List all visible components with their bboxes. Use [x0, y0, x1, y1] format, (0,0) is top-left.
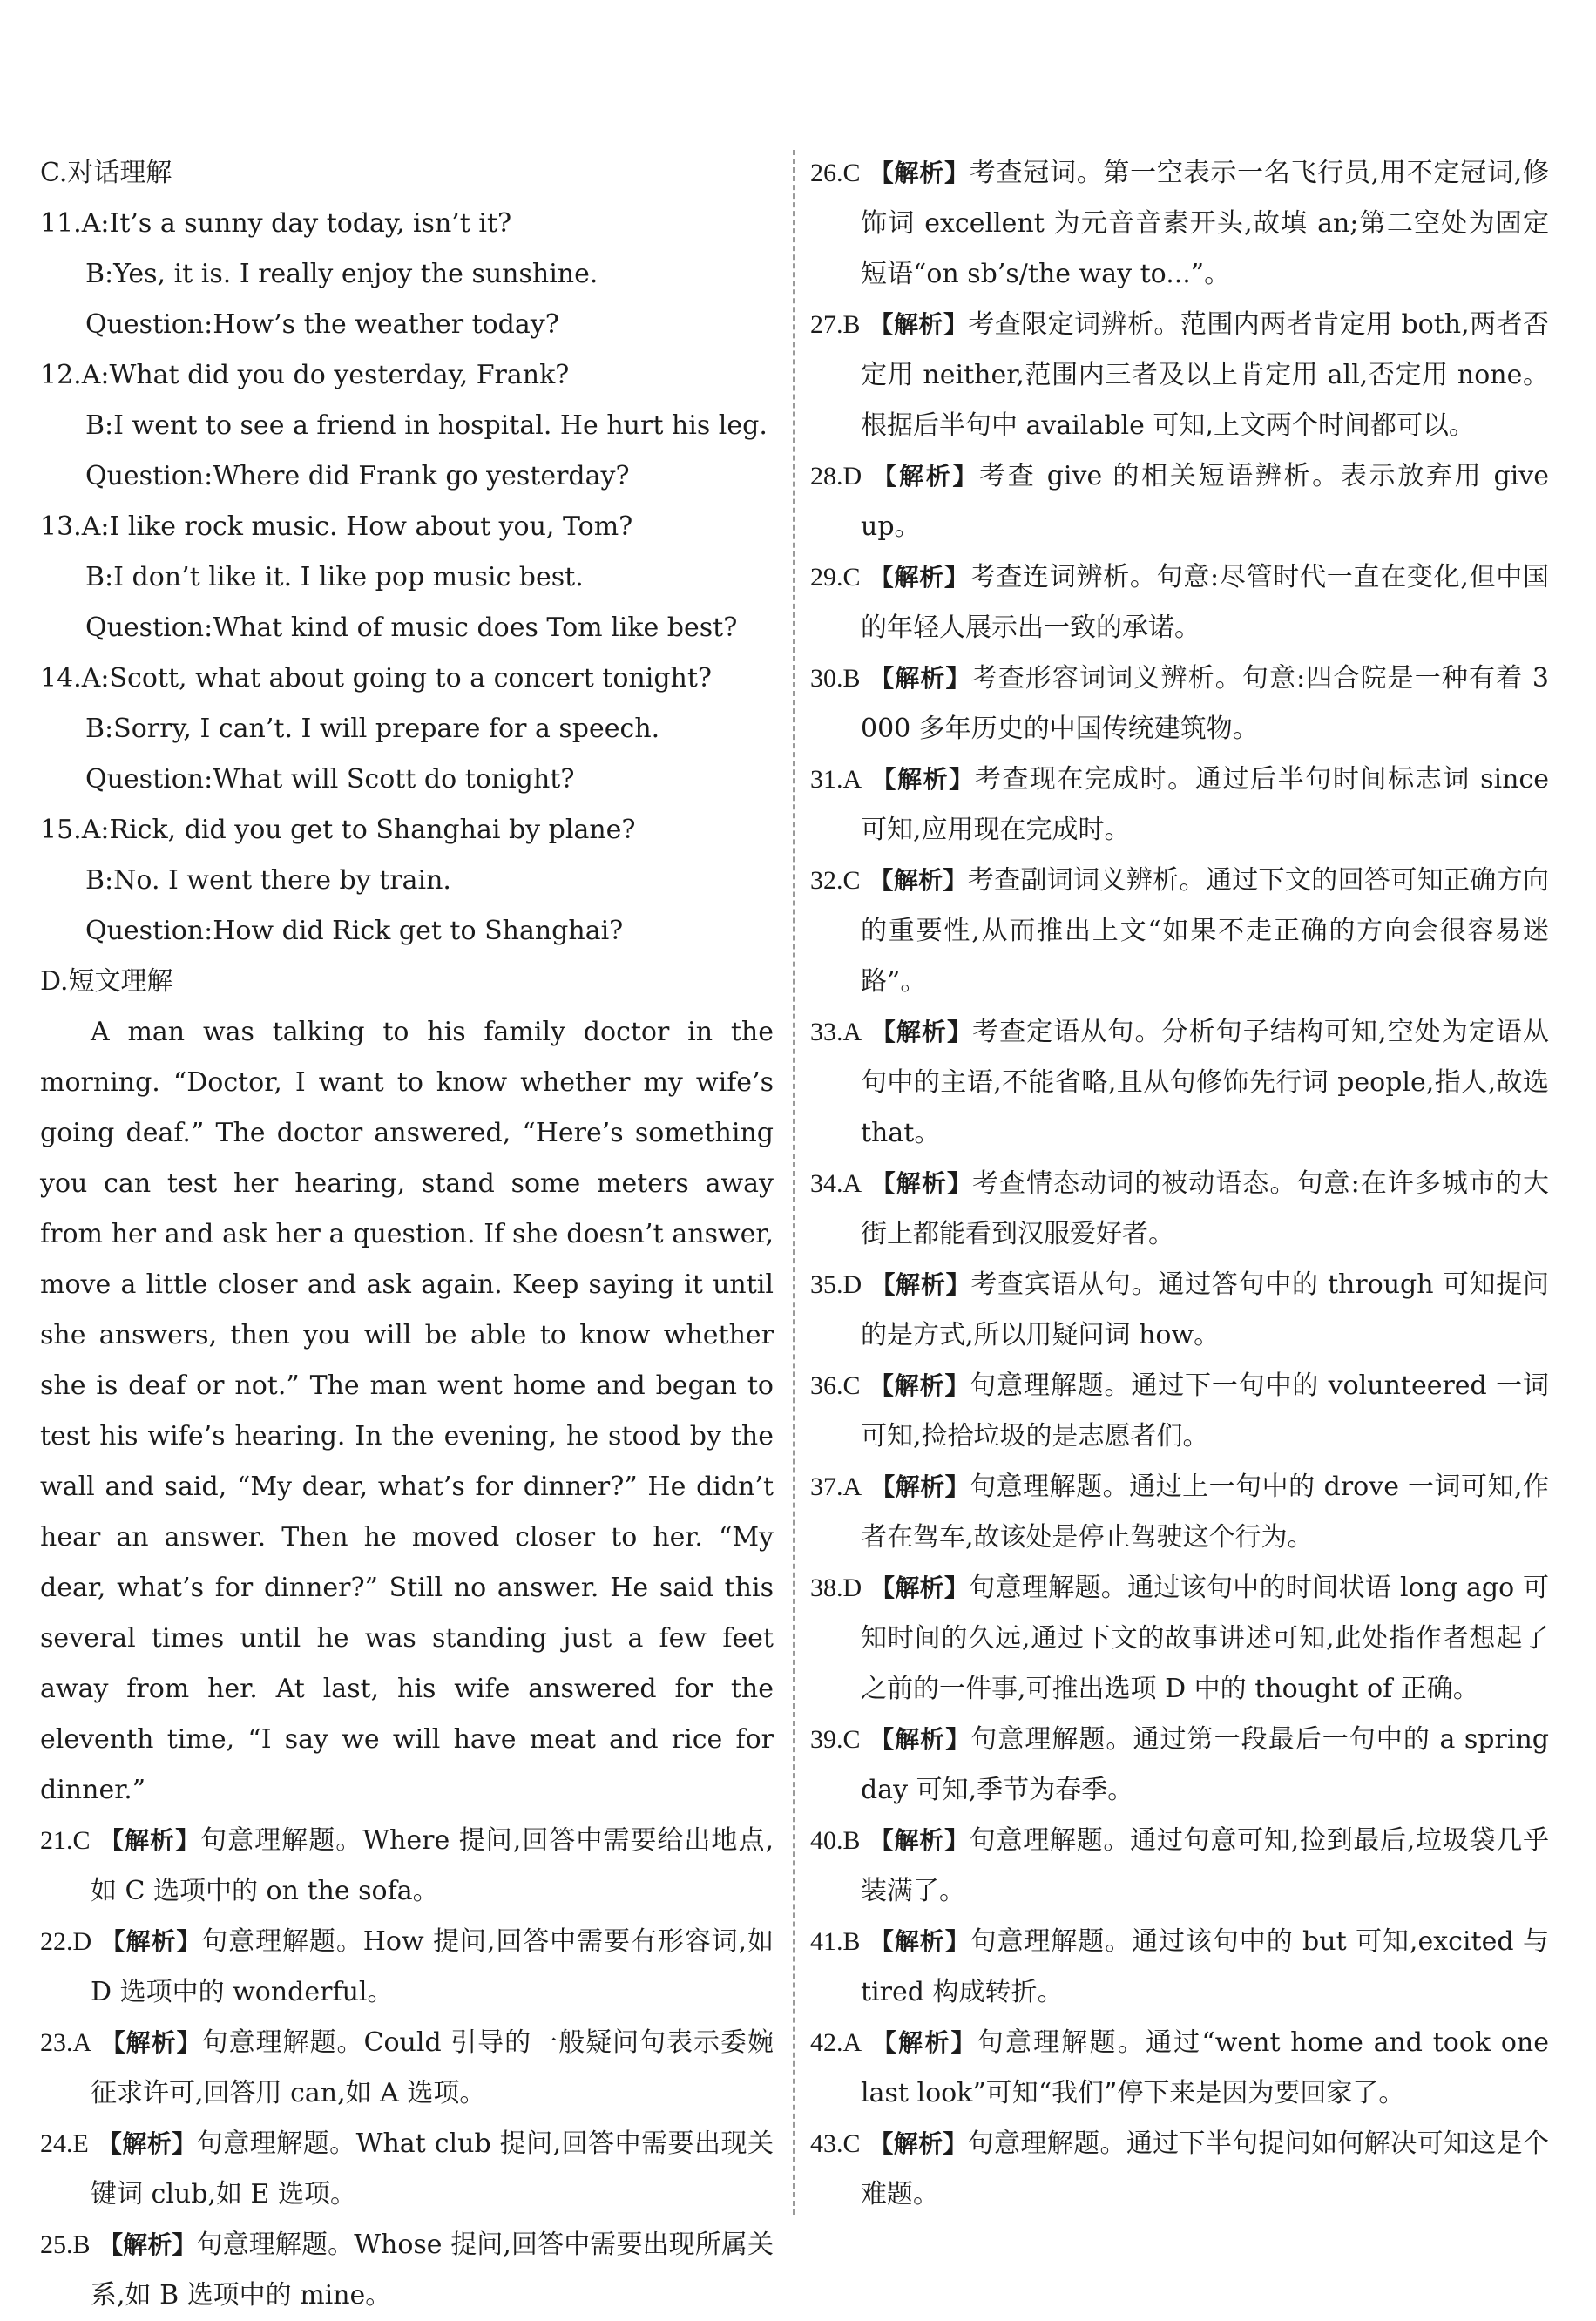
analysis-tag: 【解析】 [100, 1927, 202, 1956]
analysis-tag: 【解析】 [871, 765, 975, 794]
dialog-14 [40, 653, 774, 805]
answer-number: 31.A [810, 765, 862, 794]
answer-number: 29.C [810, 563, 861, 592]
answer-number: 33.A [810, 1018, 862, 1046]
analysis-tag: 【解析】 [869, 1725, 971, 1754]
analysis-tag: 【解析】 [872, 462, 980, 491]
answer-explanation: 句意理解题。How 提问,回答中需要有形容词,如 D 选项中的 wonderful。 [91, 1926, 774, 2007]
answer-number: 35.D [810, 1270, 862, 1299]
analysis-tag: 【解析】 [869, 866, 968, 895]
dialog-line-a: 14.A:Scott, what about going to a concert tonight? [40, 653, 774, 704]
analysis-tag: 【解析】 [98, 2230, 197, 2259]
answer-41 [810, 1917, 1549, 2018]
answer-33 [810, 1007, 1549, 1159]
analysis-tag: 【解析】 [869, 159, 970, 187]
column-divider [793, 150, 795, 2215]
analysis-tag: 【解析】 [869, 664, 971, 693]
question-number: 14. [40, 663, 82, 694]
answer-25 [40, 2220, 774, 2321]
answer-39 [810, 1715, 1549, 1816]
dialog-line-a: 15.A:Rick, did you get to Shanghai by plane? [40, 805, 774, 856]
answer-30 [810, 653, 1549, 754]
answer-explanation: 考查形容词词义辨析。句意:四合院是一种有着 3 000 多年历史的中国传统建筑物。 [861, 663, 1549, 744]
analysis-tag: 【解析】 [97, 2129, 197, 2158]
answer-29 [810, 552, 1549, 653]
answer-number: 21.C [40, 1826, 91, 1855]
analysis-tag: 【解析】 [869, 2129, 968, 2158]
analysis-tag: 【解析】 [869, 1371, 970, 1400]
analysis-tag: 【解析】 [869, 310, 969, 339]
analysis-tag: 【解析】 [869, 1927, 970, 1956]
answer-explanation: 考查限定词辨析。范围内两者肯定用 both,两者否定用 neither,范围内三者及以上肯定用 all,否定用 none。根据后半句中 available 可知,上文两个时间都可以。 [861, 309, 1549, 441]
dialog-13 [40, 502, 774, 653]
answer-number: 34.A [810, 1169, 862, 1198]
answer-explanation: 句意理解题。What club 提问,回答中需要出现关键词 club,如 E 选项。 [91, 2128, 774, 2209]
analysis-tag: 【解析】 [99, 1826, 201, 1855]
dialog-question: Question:How’s the weather today? [85, 309, 559, 340]
answer-35 [810, 1260, 1549, 1361]
dialog-line-b: B:No. I went there by train. [85, 865, 451, 896]
section-c-title: C.对话理解 [40, 158, 172, 188]
answer-explanation: 考查副词词义辨析。通过下文的回答可知正确方向的重要性,从而推出上文“如果不走正确的方向会很容易迷路”。 [861, 865, 1549, 997]
answer-number: 37.A [810, 1472, 862, 1501]
answer-number: 24.E [40, 2129, 89, 2158]
answer-explanation: 考查现在完成时。通过后半句时间标志词 since 可知,应用现在完成时。 [861, 764, 1549, 845]
answer-number: 25.B [40, 2230, 91, 2259]
question-number: 12. [40, 360, 82, 390]
answer-explanation: 考查 give 的相关短语辨析。表示放弃用 give up。 [861, 461, 1549, 542]
answer-number: 39.C [810, 1725, 861, 1754]
answer-40 [810, 1816, 1549, 1917]
answer-number: 22.D [40, 1927, 92, 1956]
answer-explanation: 句意理解题。通过上一句中的 drove 一词可知,作者在驾车,故该处是停止驾驶这个行为。 [861, 1472, 1549, 1553]
dialog-line-b: B:Yes, it is. I really enjoy the sunshine. [85, 259, 598, 289]
answer-explanation: 考查冠词。第一空表示一名飞行员,用不定冠词,修饰词 excellent 为元音音素开头,故填 an;第二空处为固定短语“on sb’s/the way to...”。 [861, 158, 1549, 289]
answer-31 [810, 754, 1549, 856]
answer-number: 36.C [810, 1371, 861, 1400]
dialog-line-a: 12.A:What did you do yesterday, Frank? [40, 350, 774, 401]
answer-23 [40, 2018, 774, 2119]
dialog-line-b: B:I went to see a friend in hospital. He hurt his leg. [85, 410, 768, 441]
dialog-line-b: B:I don’t like it. I like pop music best. [85, 562, 584, 592]
answer-explanation: 句意理解题。通过“went home and took one last look”可知“我们”停下来是因为要回家了。 [861, 2027, 1549, 2108]
dialog-11 [40, 199, 774, 350]
dialog-15 [40, 805, 774, 957]
question-number: 15. [40, 815, 82, 845]
answer-explanation: 句意理解题。Whose 提问,回答中需要出现所属关系,如 B 选项中的 mine。 [91, 2230, 774, 2311]
dialog-question: Question:What will Scott do tonight? [85, 764, 575, 795]
answer-24 [40, 2119, 774, 2220]
dialog-question: Question:Where did Frank go yesterday? [85, 461, 630, 491]
answer-number: 43.C [810, 2129, 861, 2158]
answer-37 [810, 1462, 1549, 1563]
answer-32 [810, 856, 1549, 1007]
answer-number: 40.B [810, 1826, 861, 1855]
answer-explanation: 句意理解题。通过该句中的 but 可知,excited 与 tired 构成转折。 [861, 1926, 1549, 2007]
answer-explanation: 考查定语从句。分析句子结构可知,空处为定语从句中的主语,不能省略,且从句修饰先行词 people,指人,故选 that。 [861, 1017, 1549, 1148]
answer-21 [40, 1816, 774, 1917]
analysis-tag: 【解析】 [100, 2028, 202, 2057]
answer-explanation: 句意理解题。通过句意可知,捡到最后,垃圾袋几乎装满了。 [861, 1825, 1549, 1906]
dialog-question: Question:What kind of music does Tom like best? [85, 612, 738, 643]
answer-explanation: 考查连词辨析。句意:尽管时代一直在变化,但中国的年轻人展示出一致的承诺。 [861, 562, 1549, 643]
answer-explanation: 句意理解题。通过第一段最后一句中的 a spring day 可知,季节为春季。 [861, 1724, 1549, 1805]
answer-explanation: 句意理解题。通过该句中的时间状语 long ago 可知时间的久远,通过下文的故事讲述可知,此处指作者想起了之前的一件事,可推出选项 D 中的 thought of 正确。 [861, 1573, 1549, 1704]
dialog-line-a: 11.A:It’s a sunny day today, isn’t it? [40, 199, 774, 249]
analysis-tag: 【解析】 [870, 1270, 971, 1299]
answer-22 [40, 1917, 774, 2018]
answer-number: 41.B [810, 1927, 861, 1956]
answer-34 [810, 1159, 1549, 1260]
answer-36 [810, 1361, 1549, 1462]
answer-number: 32.C [810, 866, 861, 895]
answer-number: 30.B [810, 664, 861, 693]
dialog-question: Question:How did Rick get to Shanghai? [85, 916, 624, 946]
answer-number: 27.B [810, 310, 861, 339]
analysis-tag: 【解析】 [870, 1573, 970, 1602]
dialog-line-b: B:Sorry, I can’t. I will prepare for a speech. [85, 714, 660, 744]
analysis-tag: 【解析】 [871, 2028, 977, 2057]
answer-27 [810, 300, 1549, 451]
answer-number: 38.D [810, 1573, 862, 1602]
reading-passage [40, 1007, 774, 1816]
analysis-tag: 【解析】 [869, 1826, 970, 1855]
answer-42 [810, 2018, 1549, 2119]
question-number: 13. [40, 511, 82, 542]
answer-explanation: 考查宾语从句。通过答句中的 through 可知提问的是方式,所以用疑问词 how。 [861, 1269, 1549, 1350]
answer-number: 26.C [810, 159, 861, 187]
analysis-tag: 【解析】 [870, 1018, 973, 1046]
answer-explanation: 考查情态动词的被动语态。句意:在许多城市的大街上都能看到汉服爱好者。 [861, 1168, 1549, 1249]
answer-43 [810, 2119, 1549, 2220]
answer-number: 23.A [40, 2028, 92, 2057]
left-column [40, 148, 774, 2321]
answer-28 [810, 451, 1549, 552]
section-d-title: D.短文理解 [40, 966, 173, 997]
dialog-line-a: 13.A:I like rock music. How about you, Tom? [40, 502, 774, 552]
analysis-tag: 【解析】 [869, 563, 970, 592]
answer-explanation: 句意理解题。通过下半句提问如何解决可知这是个难题。 [861, 2128, 1549, 2209]
analysis-tag: 【解析】 [870, 1472, 970, 1501]
answer-number: 28.D [810, 462, 862, 491]
answer-38 [810, 1563, 1549, 1715]
answer-number: 42.A [810, 2028, 862, 2057]
answer-explanation: 句意理解题。通过下一句中的 volunteered 一词可知,捡拾垃圾的是志愿者们。 [861, 1370, 1549, 1451]
answer-explanation: 句意理解题。Where 提问,回答中需要给出地点,如 C 选项中的 on the sofa。 [91, 1825, 774, 1906]
dialog-12 [40, 350, 774, 502]
question-number: 11. [40, 208, 82, 239]
answer-26 [810, 148, 1549, 300]
right-column [810, 148, 1549, 2220]
analysis-tag: 【解析】 [870, 1169, 972, 1198]
passage-text: A man was talking to his family doctor in the morning. “Doctor, I want to know whether my wife’s going deaf.” The doctor answered, “Here’s something you can test her hearing, stand some meters away from her and ask her a question. If she doesn’t answer, move a little closer and ask again. Keep saying it until she answers, then you will be able to know whether she is deaf or not.” The man went home and began to test his wife’s hearing. In the evening, he stood by the wall and said, “My dear, what’s for dinner?” He didn’t hear an answer. Then he moved closer to her. “My dear, what’s for dinner?” Still no answer. He said this several times until he was standing just a few feet away from her. At last, his wife answered for the eleventh time, “I say we will have meat and rice for dinner.” [40, 1017, 774, 1805]
answer-explanation: 句意理解题。Could 引导的一般疑问句表示委婉征求许可,回答用 can,如 A 选项。 [91, 2027, 774, 2108]
